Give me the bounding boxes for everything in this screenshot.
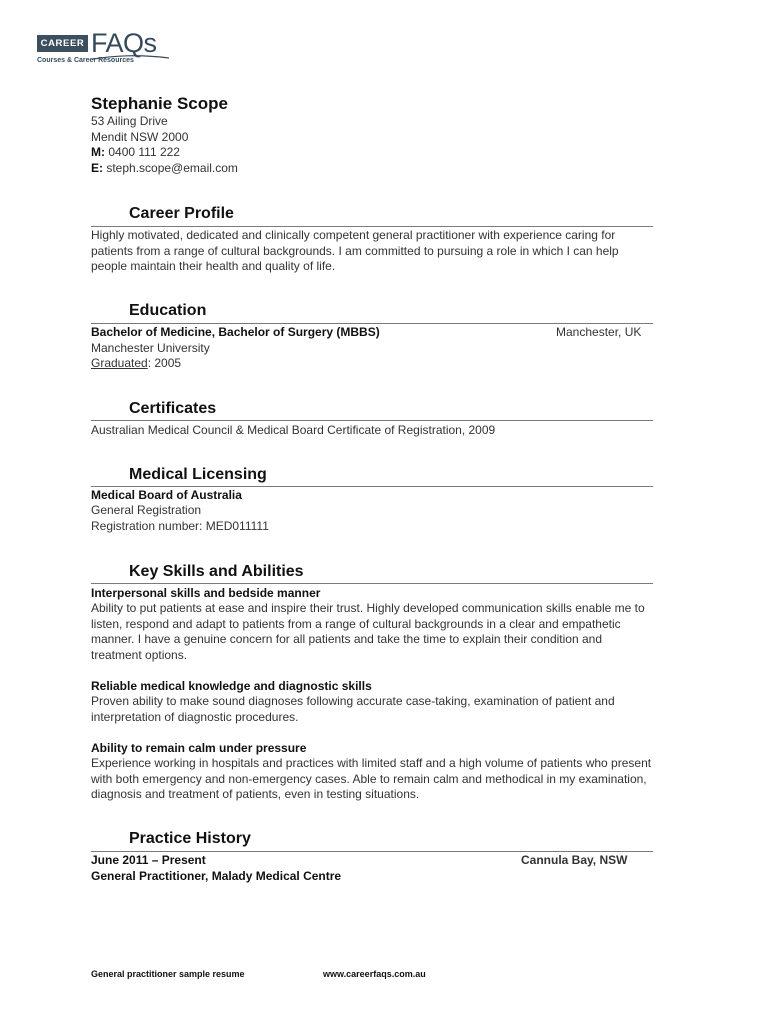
licensing-board: Medical Board of Australia: [91, 488, 242, 502]
skill-text: Proven ability to make sound diagnoses following accurate case-taking, examination of patient and interpretation of diagnostic procedures.: [91, 694, 615, 724]
licensing-number: Registration number: MED011111: [91, 519, 269, 533]
education-location: Manchester, UK: [556, 325, 642, 339]
mobile-label: M:: [91, 145, 105, 159]
career-profile-text: Highly motivated, dedicated and clinically competent general practitioner with experience caring for patients from a range of cultural backgrounds. I am committed to pursuing a role in which I can help people maintain their health and quality of life.: [91, 228, 619, 273]
licensing-heading: Medical Licensing: [129, 466, 267, 483]
skill-heading: Interpersonal skills and bedside manner: [91, 586, 321, 600]
section-divider: [91, 851, 653, 852]
skill-heading: Reliable medical knowledge and diagnostic skills: [91, 679, 372, 693]
graduated-label: Graduated: [91, 356, 148, 370]
practice-dates: June 2011 – Present: [91, 853, 206, 867]
section-divider: [91, 420, 653, 421]
section-divider: [91, 583, 653, 584]
email-address: steph.scope@email.com: [106, 160, 238, 175]
logo-tagline: Courses & Career Resources: [37, 57, 134, 64]
email-row: [91, 161, 238, 177]
education-institution: Manchester University: [91, 341, 210, 355]
mobile-number: 0400 111 222: [108, 145, 180, 159]
section-divider: [91, 226, 653, 227]
address-line-1: 53 Ailing Drive: [91, 114, 168, 128]
logo-career-box: CAREER: [37, 35, 88, 52]
education-graduated: [91, 356, 656, 372]
career-profile-heading: Career Profile: [129, 205, 234, 222]
logo-faqs-text: FAQs: [91, 28, 157, 58]
mobile-row: [91, 145, 238, 161]
email-label: E:: [91, 160, 103, 175]
graduated-year: : 2005: [147, 356, 182, 370]
skill-text: Experience working in hospitals and practices with limited staff and a high volume of patients who present with both emergency and non-emergency cases. Able to remain calm and methodical in my examination, diagnosis and treatment of patients, even in testing situations.: [91, 756, 652, 801]
section-divider: [91, 486, 653, 487]
careerfaqs-logo: [37, 28, 177, 68]
footer-title: General practitioner sample resume: [91, 969, 245, 979]
address-line-2: Mendit NSW 2000: [91, 129, 189, 144]
practice-location: Cannula Bay, NSW: [521, 853, 628, 867]
footer-website[interactable]: www.careerfaqs.com.au: [323, 969, 426, 979]
skill-heading: Ability to remain calm under pressure: [91, 741, 307, 755]
certificates-heading: Certificates: [129, 400, 217, 417]
skill-text: Ability to put patients at ease and inspire their trust. Highly developed communication skills enable me to listen, respond and adapt to patients from a range of cultural backgrounds in a clear and empathetic manner. I have a genuine concern for all patients and take the time to explain their condition and treatment options.: [91, 601, 645, 662]
licensing-registration: General Registration: [91, 503, 202, 517]
practice-heading: Practice History: [129, 830, 251, 847]
certificates-text: Australian Medical Council & Medical Board Certificate of Registration, 2009: [91, 423, 496, 437]
contact-block: [91, 114, 238, 176]
education-degree: Bachelor of Medicine, Bachelor of Surgery (MBBS): [91, 325, 380, 339]
education-heading: Education: [129, 302, 207, 319]
section-divider: [91, 323, 653, 324]
practice-role: General Practitioner, Malady Medical Centre: [91, 869, 342, 883]
applicant-name: Stephanie Scope: [91, 94, 228, 113]
skills-heading: Key Skills and Abilities: [129, 563, 304, 580]
